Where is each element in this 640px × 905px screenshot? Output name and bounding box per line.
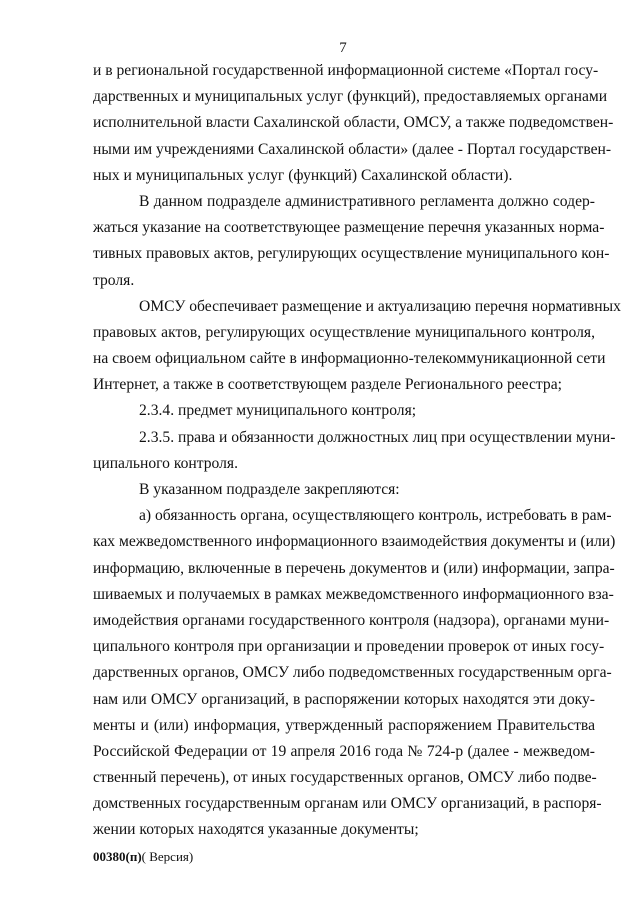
text-line: тивных правовых актов, регулирующих осуществление муниципального кон-: [93, 245, 610, 263]
text-line: и в региональной государственной информационной системе «Портал госу-: [93, 62, 599, 79]
text-line: правовых актов, регулирующих осуществление муниципального контроля,: [93, 323, 595, 341]
text-line: Российской Федерации от 19 апреля 2016 года № 724-р (далее - межведом-: [93, 742, 595, 760]
text-line: В указанном подразделе закрепляются:: [139, 481, 400, 498]
page-number: 7: [339, 40, 347, 56]
text-line: исполнительной власти Сахалинской области, ОМСУ, а также подведомствен-: [93, 114, 614, 132]
text-line: информацию, включенные в перечень документов и (или) информации, запра-: [93, 559, 615, 577]
text-line: дарственных и муниципальных услуг (функций), предоставляемых органами: [93, 88, 608, 106]
text-line: ственный перечень), от иных государственных органов, ОМСУ либо подве-: [93, 769, 597, 787]
text-line: ными им учреждениями Сахалинской области» (далее - Портал государствен-: [93, 140, 612, 158]
text-line: имодействия органами государственного контроля (надзора), органами муни-: [93, 611, 610, 629]
text-line: жении которых находятся указанные документы;: [93, 821, 419, 839]
footer-version-label: ( Версия): [141, 849, 194, 864]
text-line: на своем официальном сайте в информационно-телекоммуникационной сети: [93, 350, 606, 368]
text-line: шиваемых и получаемых в рамках межведомственного информационного вза-: [93, 585, 614, 603]
text-line: ках межведомственного информационного взаимодействия документы и (или): [93, 533, 616, 551]
footer-document-code: 00380(п): [93, 849, 142, 864]
text-line: троля.: [93, 271, 135, 289]
text-line: дарственных органов, ОМСУ либо подведомственных государственным орга-: [93, 664, 612, 682]
document-body: [93, 58, 621, 844]
text-line: ных и муниципальных услуг (функций) Сахалинской области).: [93, 166, 513, 184]
text-line: 2.3.4. предмет муниципального контроля;: [139, 402, 417, 420]
text-line: менты и (или) информация, утвержденный распоряжением Правительства: [93, 716, 595, 734]
text-line: ципального контроля.: [93, 454, 239, 472]
text-line: нам или ОМСУ организаций, в распоряжении которых находятся эти доку-: [93, 690, 595, 708]
text-line: а) обязанность органа, осуществляющего контроль, истребовать в рам-: [139, 507, 612, 525]
text-line: ципального контроля при организации и проведении проверок от иных госу-: [93, 638, 605, 656]
text-line: В данном подразделе административного регламента должно содер-: [139, 192, 595, 210]
text-line: жаться указание на соответствующее размещение перечня указанных норма-: [93, 219, 605, 237]
text-line: Интернет, а также в соответствующем разделе Регионального реестра;: [93, 376, 562, 394]
text-line: ОМСУ обеспечивает размещение и актуализацию перечня нормативных: [139, 297, 621, 315]
text-line: домственных государственным органам или ОМСУ организаций, в распоря-: [93, 795, 602, 813]
text-line: 2.3.5. права и обязанности должностных лиц при осуществлении муни-: [139, 428, 616, 446]
document-footer: [93, 849, 193, 865]
